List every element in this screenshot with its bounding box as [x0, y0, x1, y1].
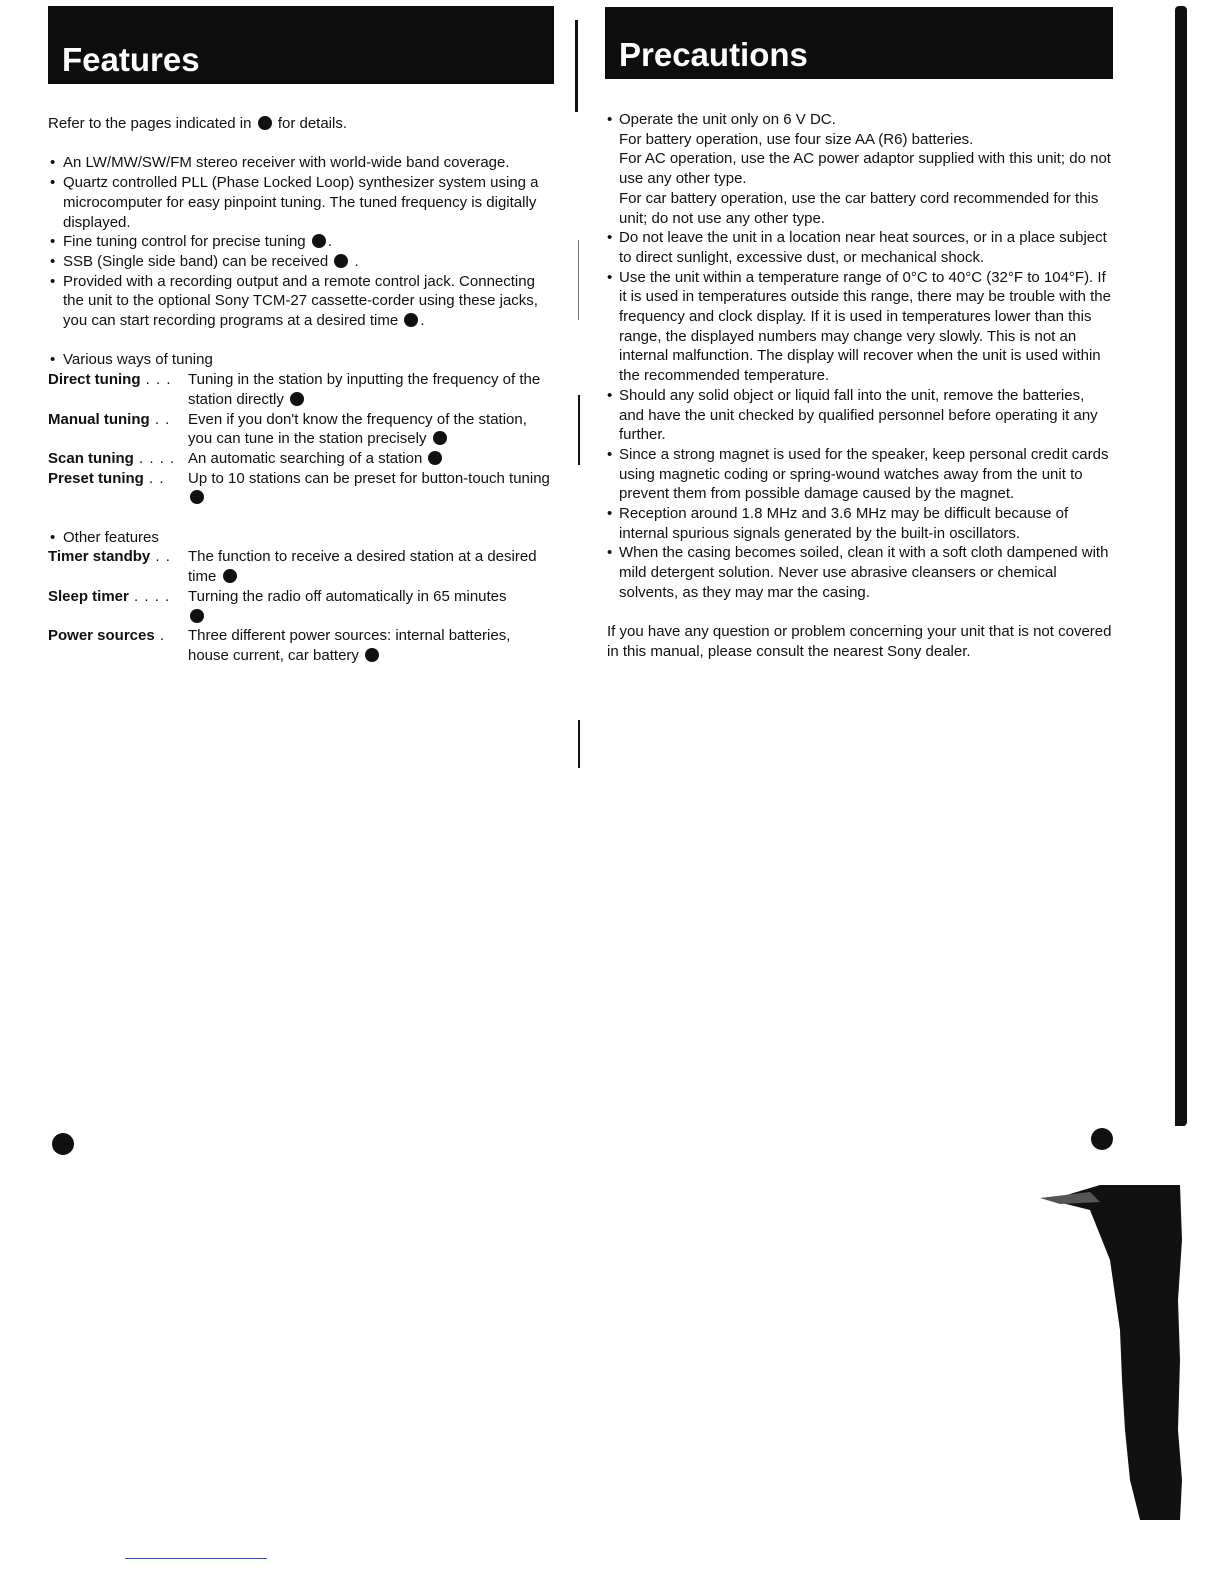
other-features-heading: • Other features: [48, 528, 554, 548]
features-list: [48, 153, 554, 330]
list-item: • Since a strong magnet is used for the speaker, keep personal credit cards using magnetic coding or spring-wound watches away from the unit to prevent them from possible damage caused by the magnet.: [607, 445, 1112, 504]
list-item: • Do not leave the unit in a location near heat sources, or in a place subject to direct sunlight, excessive dust, or mechanical shock.: [607, 228, 1112, 267]
features-intro: Refer to the pages indicated in for details.: [48, 115, 348, 132]
scan-edge-mark: [1175, 920, 1185, 1126]
filled-circle-icon: [428, 451, 442, 465]
page-number-icon: [52, 1133, 74, 1155]
filled-circle-icon: [290, 392, 304, 406]
precautions-list: [607, 110, 1112, 603]
def-row-scan-tuning: Scan tuning . . . . An automatic searching of a station: [48, 449, 554, 469]
list-item: • Reception around 1.8 MHz and 3.6 MHz may be difficult because of internal spurious signals generated by the built-in oscillators.: [607, 504, 1112, 543]
binding-mark: [578, 720, 580, 768]
def-row-timer-standby: Timer standby . . The function to receive a desired station at a desired time: [48, 548, 537, 586]
list-item: • Fine tuning control for precise tuning .: [48, 232, 554, 252]
other-features-list: [48, 547, 554, 665]
binding-mark: [575, 20, 578, 112]
other-features-heading-list: [48, 528, 554, 548]
features-column: [48, 114, 554, 666]
precautions-heading-banner: [605, 7, 1113, 79]
def-row-power-sources: Power sources . Three different power sources: internal batteries, house current, car battery: [48, 627, 511, 664]
filled-circle-icon: [190, 490, 204, 504]
filled-circle-icon: [190, 609, 204, 623]
tuning-heading-list: [48, 350, 554, 370]
def-row-sleep-timer: Sleep timer . . . . Turning the radio off automatically in 65 minutes: [48, 587, 554, 626]
binding-mark: [578, 395, 580, 465]
list-item: • Use the unit within a temperature range of 0°C to 40°C (32°F to 104°F). If it is used in temperatures outside this range, there may be trouble with the frequency and clock display. If it is used in temperatures lower than this range, the displayed numbers may change very slowly. This is not an internal malfunction. The display will recover when the unit is used within the recommended temperature.: [607, 268, 1112, 386]
def-row-manual-tuning: Manual tuning . . Even if you don't know the frequency of the station, you can tune in the station precisely: [48, 410, 527, 448]
filled-circle-icon: [404, 313, 418, 327]
def-row-direct-tuning: Direct tuning . . . Tuning in the station by inputting the frequency of the station directly: [48, 371, 541, 408]
scan-shadow-artifact: [1030, 1180, 1190, 1525]
list-item: • Should any solid object or liquid fall into the unit, remove the batteries, and have the unit checked by qualified personnel before operating it any further.: [607, 386, 1112, 445]
filled-circle-icon: [433, 431, 447, 445]
list-item: • When the casing becomes soiled, clean it with a soft cloth dampened with mild detergent solution. Never use abrasive cleansers or chemical solvents, as they may mar the casing.: [607, 543, 1112, 602]
filled-circle-icon: [334, 254, 348, 268]
def-row-preset-tuning: Preset tuning . . Up to 10 stations can be preset for button-touch tuning: [48, 469, 554, 508]
list-item: • An LW/MW/SW/FM stereo receiver with world-wide band coverage.: [48, 153, 554, 173]
list-item: • Provided with a recording output and a remote control jack. Connecting the unit to the optional Sony TCM-27 cassette-corder using these jacks, you can start recording programs at a desired time .: [48, 272, 554, 331]
filled-circle-icon: [365, 648, 379, 662]
tuning-list: [48, 370, 554, 508]
page-number-icon: [1091, 1128, 1113, 1150]
list-item: • Operate the unit only on 6 V DC. For battery operation, use four size AA (R6) batteries. For AC operation, use the AC power adaptor supplied with this unit; do not use any other type. For car battery operation, use the car battery cord recommended for this unit; do not use any other type.: [607, 110, 1112, 228]
closing-note: If you have any question or problem concerning your unit that is not covered in this manual, please consult the nearest Sony dealer.: [607, 623, 1112, 660]
features-title: Features: [62, 41, 200, 78]
binding-mark: [578, 240, 579, 320]
list-item: • Quartz controlled PLL (Phase Locked Loop) synthesizer system using a microcomputer for easy pinpoint tuning. The tuned frequency is digitally displayed.: [48, 173, 554, 232]
filled-circle-icon: [258, 116, 272, 130]
precautions-title: Precautions: [619, 36, 808, 73]
list-item: • SSB (Single side band) can be received .: [48, 252, 554, 272]
precautions-column: [607, 110, 1112, 662]
filled-circle-icon: [312, 234, 326, 248]
bottom-rule: [125, 1558, 267, 1559]
filled-circle-icon: [223, 569, 237, 583]
features-heading-banner: [48, 6, 554, 84]
tuning-heading: • Various ways of tuning: [48, 350, 554, 370]
